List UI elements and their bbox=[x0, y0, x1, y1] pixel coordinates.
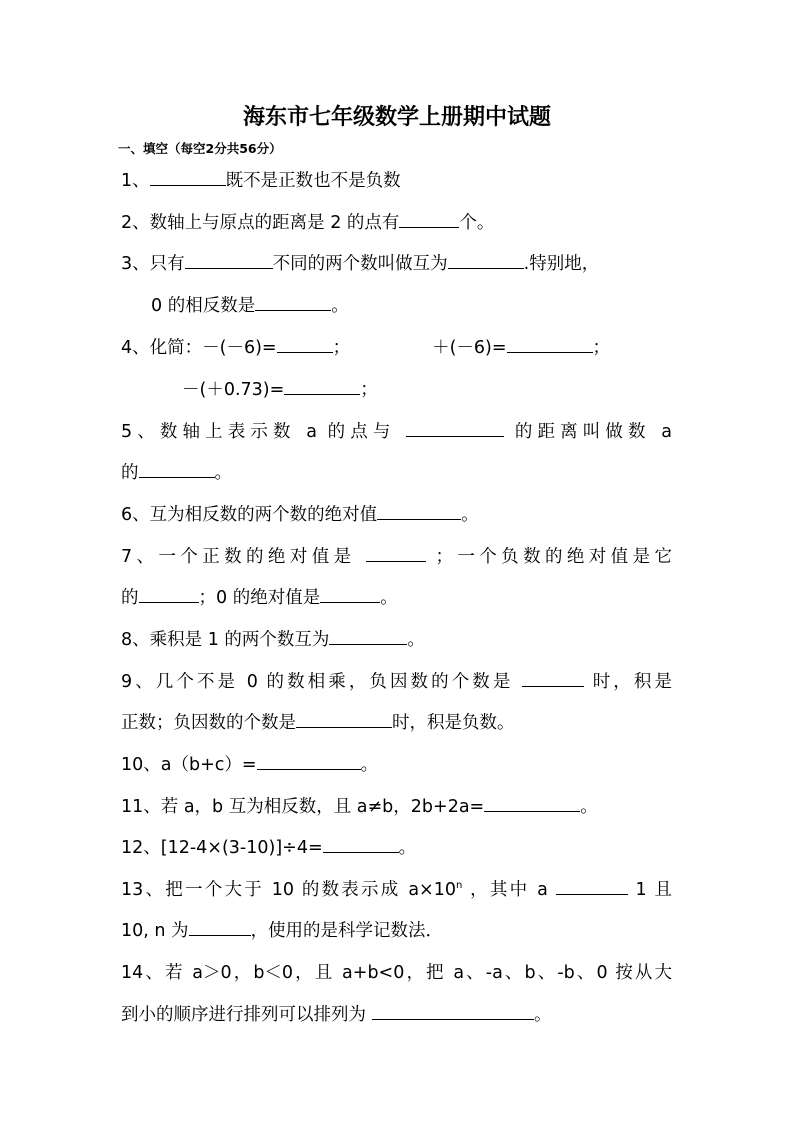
question-13: 13、把一个大于 10 的数表示成 $a\times 10^n$ ，其中 a 1 且 bbox=[121, 876, 672, 904]
answer-blank[interactable] bbox=[329, 627, 407, 645]
question-10: 10、a（b+c）= 。 bbox=[121, 751, 681, 779]
question-1: 1、 既不是正数也不是负数 bbox=[121, 167, 681, 195]
question-12: 12、[12-4×(3-10)]÷4= 。 bbox=[121, 834, 681, 862]
answer-blank[interactable] bbox=[484, 794, 580, 812]
answer-blank[interactable] bbox=[277, 335, 333, 353]
answer-blank[interactable] bbox=[320, 585, 380, 603]
answer-blank[interactable] bbox=[257, 752, 361, 770]
question-5: 5、数轴上表示数 a 的点与 的距离叫做数 a bbox=[121, 418, 672, 446]
question-14: 14、若 a＞0，b＜0，且 a+b<0，把 a、-a、b、-b、0 按从大 bbox=[121, 963, 672, 983]
answer-blank[interactable] bbox=[507, 335, 593, 353]
question-2: 2、数轴上与原点的距离是 2 的点有 个。 bbox=[121, 209, 681, 237]
answer-blank[interactable] bbox=[185, 251, 273, 269]
question-13-line-2: 10, n 为 ，使用的是科学记数法． bbox=[121, 917, 681, 945]
question-14-line-2: 到小的顺序进行排列可以排列为 。 bbox=[121, 1001, 681, 1029]
question-3-line-2: 0 的相反数是 。 bbox=[151, 292, 711, 320]
answer-blank[interactable] bbox=[296, 710, 392, 728]
question-11: 11、若 a，b 互为相反数，且 a≠b，2b+2a= 。 bbox=[121, 793, 681, 821]
page-title: 海东市七年级数学上册期中试题 bbox=[242, 104, 551, 130]
answer-blank[interactable] bbox=[255, 293, 331, 311]
question-3: 3、只有 不同的两个数叫做互为 .特别地， bbox=[121, 250, 681, 278]
answer-blank[interactable] bbox=[366, 544, 426, 562]
question-4: 4、化简：－(－6)= ； ＋(－6)= ； bbox=[121, 334, 681, 362]
answer-blank[interactable] bbox=[522, 669, 584, 687]
answer-blank[interactable] bbox=[377, 502, 461, 520]
answer-blank[interactable] bbox=[284, 377, 360, 395]
answer-blank[interactable] bbox=[406, 419, 504, 437]
question-8: 8、乘积是 1 的两个数互为 。 bbox=[121, 626, 681, 654]
answer-blank[interactable] bbox=[556, 877, 628, 895]
answer-blank[interactable] bbox=[139, 460, 215, 478]
answer-blank[interactable] bbox=[189, 918, 251, 936]
answer-blank[interactable] bbox=[448, 251, 524, 269]
question-9-line-2: 正数；负因数的个数是 时，积是负数。 bbox=[121, 709, 681, 737]
question-4-line-2: －(＋0.73)= ； bbox=[182, 376, 742, 404]
answer-blank[interactable] bbox=[150, 168, 226, 186]
answer-blank[interactable] bbox=[372, 1002, 534, 1020]
question-9: 9、几个不是 0 的数相乘，负因数的个数是 时，积是 bbox=[121, 668, 672, 696]
question-6: 6、互为相反数的两个数的绝对值 。 bbox=[121, 501, 681, 529]
answer-blank[interactable] bbox=[323, 835, 399, 853]
question-5-line-2: 的 。 bbox=[121, 459, 681, 487]
question-7-line-2: 的 ；0 的绝对值是 。 bbox=[121, 584, 681, 612]
answer-blank[interactable] bbox=[399, 210, 459, 228]
question-7: 7、一个正数的绝对值是 ；一个负数的绝对值是它 bbox=[121, 543, 672, 571]
section-heading: 一、填空（每空2分共56分） bbox=[118, 141, 282, 156]
answer-blank[interactable] bbox=[139, 585, 199, 603]
